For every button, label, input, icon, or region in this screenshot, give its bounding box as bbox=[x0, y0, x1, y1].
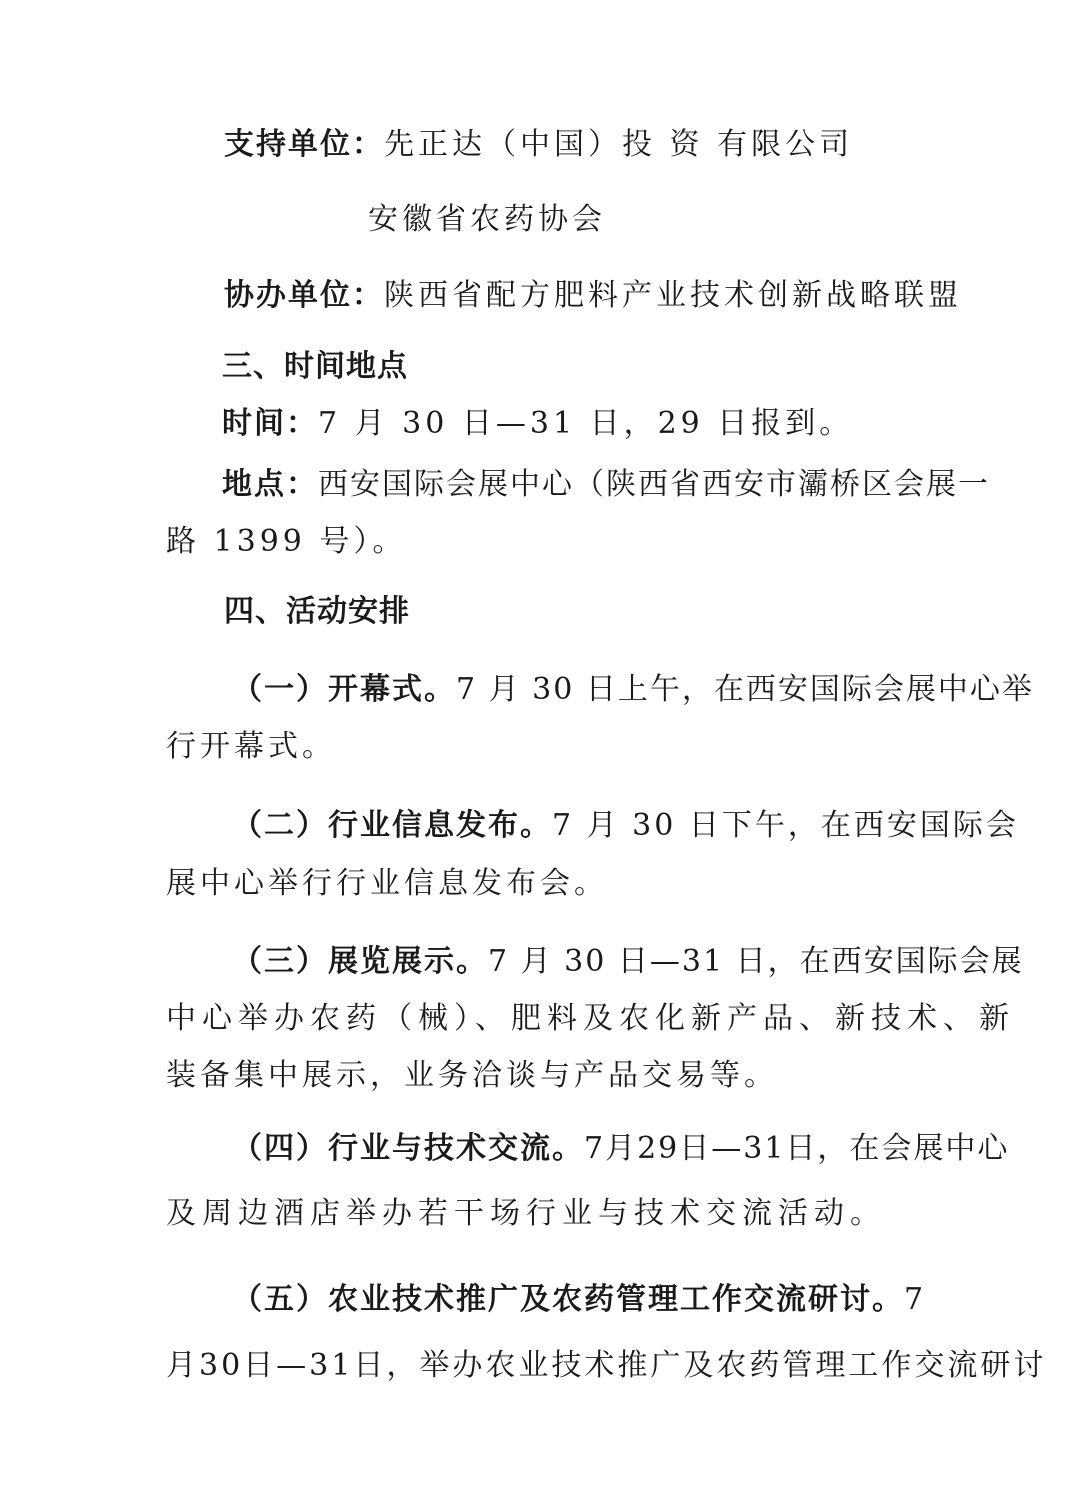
item-1-text-1: 7 月 30 日上午，在西安国际会展中心举 bbox=[456, 672, 1034, 707]
item-4-title: （四）行业与技术交流。 bbox=[232, 1131, 584, 1166]
item-1-title: （一）开幕式。 bbox=[232, 672, 456, 707]
assist-org: 陕西省配方肥料产业技术创新战略联盟 bbox=[384, 278, 962, 313]
item-1-line-2: 行开幕式。 bbox=[166, 729, 336, 764]
time-row bbox=[222, 404, 853, 444]
assist-label: 协办单位： bbox=[224, 278, 384, 313]
item-3-title: （三）展览展示。 bbox=[232, 944, 488, 979]
item-1-line-1 bbox=[232, 670, 1034, 710]
time-value: 7 月 30 日—31 日，29 日报到。 bbox=[318, 406, 854, 441]
item-5-text-1: 7 bbox=[904, 1282, 930, 1317]
item-2-title: （二）行业信息发布。 bbox=[232, 808, 552, 843]
item-5-line-1 bbox=[232, 1280, 929, 1320]
support-label: 支持单位： bbox=[224, 127, 384, 162]
item-3-text-1: 7 月 30 日—31 日，在西安国际会展 bbox=[488, 944, 1024, 979]
section-3-heading: 三、时间地点 bbox=[222, 349, 408, 384]
item-4-line-1 bbox=[232, 1129, 1009, 1169]
assist-row bbox=[224, 276, 962, 316]
support-org-1: 先正达（中国）投 资 有限公司 bbox=[384, 127, 854, 162]
place-label: 地点： bbox=[222, 467, 318, 502]
support-org-2: 安徽省农药协会 bbox=[368, 202, 606, 237]
item-5-line-2: 月30日—31日，举办农业技术推广及农药管理工作交流研讨 bbox=[166, 1348, 1047, 1383]
place-value-line-1: 西安国际会展中心（陕西省西安市灞桥区会展一 bbox=[318, 467, 990, 502]
place-row bbox=[222, 465, 990, 505]
item-4-text-1: 7月29日—31日，在会展中心 bbox=[584, 1131, 1010, 1166]
time-label: 时间： bbox=[222, 406, 318, 441]
support-row bbox=[224, 125, 853, 165]
place-value-line-2: 路 1399 号）。 bbox=[166, 524, 407, 559]
item-3-line-1 bbox=[232, 942, 1024, 982]
item-5-title: （五）农业技术推广及农药管理工作交流研讨。 bbox=[232, 1282, 904, 1317]
item-2-line-1 bbox=[232, 806, 1019, 846]
item-2-text-1: 7 月 30 日下午，在西安国际会 bbox=[552, 808, 1019, 843]
section-4-heading: 四、活动安排 bbox=[224, 594, 410, 629]
item-2-line-2: 展中心举行行业信息发布会。 bbox=[166, 866, 608, 901]
item-3-line-2: 中心举办农药（械）、肥料及农化新产品、新技术、新 bbox=[166, 1001, 1015, 1036]
item-4-line-2: 及周边酒店举办若干场行业与技术交流活动。 bbox=[166, 1196, 886, 1231]
item-3-line-3: 装备集中展示，业务洽谈与产品交易等。 bbox=[166, 1058, 778, 1093]
